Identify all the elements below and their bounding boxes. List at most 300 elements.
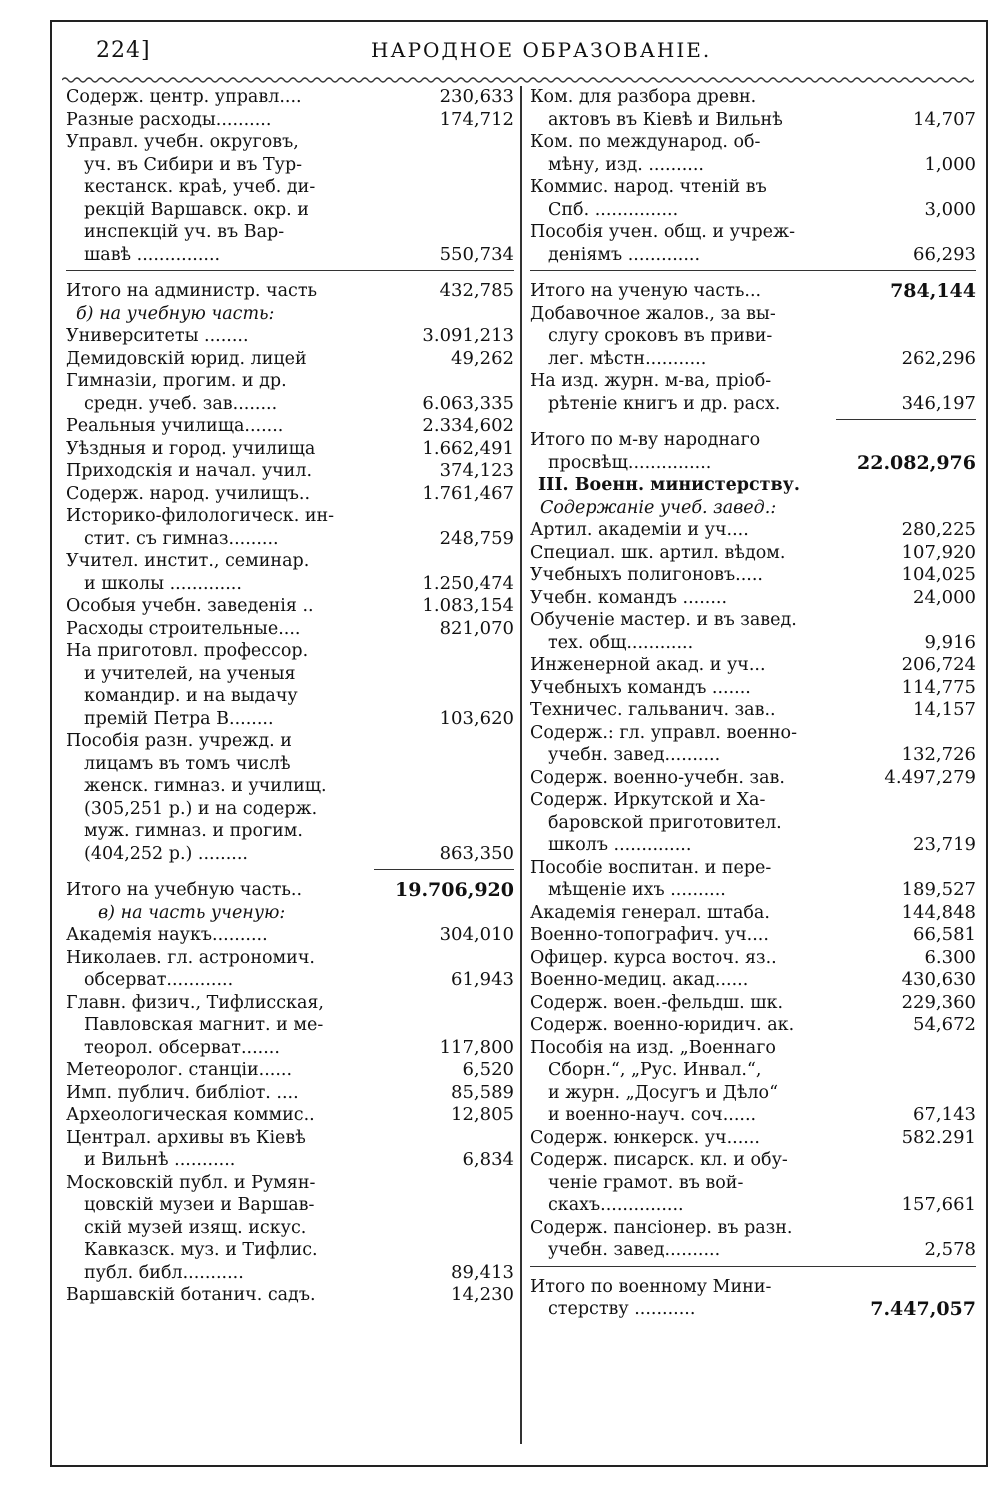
table-row <box>530 1037 976 1127</box>
row-label-line: Коммис. народ. чтеній въ <box>530 177 767 197</box>
table-row <box>66 992 514 1060</box>
row-label-line: Добавочное жалов., за вы- <box>530 303 776 324</box>
row-label-line: командир. и на выдачу <box>84 686 298 706</box>
table-row <box>66 640 514 730</box>
row-label <box>66 1172 368 1285</box>
table-row <box>66 1127 514 1172</box>
row-label-line: стерству ........... <box>548 1299 696 1319</box>
row-label-line: Ком. по международ. об- <box>530 132 761 152</box>
row-label <box>530 280 830 303</box>
row-value: 3,000 <box>924 198 976 220</box>
table-row <box>530 1217 976 1262</box>
row-label <box>530 1217 830 1262</box>
table-row <box>66 415 514 438</box>
right-scholarly-group <box>530 86 976 266</box>
subheading-teaching: б) на учебную часть: <box>76 303 275 324</box>
table-row <box>66 131 514 266</box>
row-value: 1.761,467 <box>422 482 514 504</box>
right-extra-group <box>530 303 976 416</box>
row-label <box>66 550 368 595</box>
row-label-line: Учебныхъ командъ ....... <box>530 677 751 698</box>
row-label <box>530 677 830 700</box>
row-label-line: рѣтеніе книгъ и др. расх. <box>548 393 781 414</box>
right-war-total <box>530 1276 976 1321</box>
row-label <box>530 699 830 722</box>
total-row <box>66 280 514 303</box>
row-label <box>530 131 830 176</box>
row-label <box>530 176 830 221</box>
table-row <box>66 109 514 132</box>
row-value: 189,527 <box>901 879 976 900</box>
row-label-line: Особыя учебн. заведенія .. <box>66 596 314 616</box>
row-label-line: деніямъ ............. <box>548 244 701 265</box>
row-label-line: премій Петра В........ <box>84 708 274 729</box>
row-label <box>66 280 368 303</box>
row-label <box>530 1037 830 1127</box>
row-label-line: шавѣ ............... <box>84 244 221 265</box>
left-scholarly-group <box>66 924 514 1307</box>
row-label-line: учебн. завед.......... <box>548 1240 721 1260</box>
row-label <box>66 348 368 371</box>
table-row <box>530 857 976 902</box>
row-label <box>530 789 830 857</box>
row-value: 14,157 <box>913 699 976 720</box>
row-label <box>66 879 368 902</box>
row-value: 67,143 <box>913 1104 976 1125</box>
row-value: 85,589 <box>451 1081 514 1103</box>
row-label-line: Пособія разн. учрежд. и <box>66 731 292 751</box>
row-label-line: мѣну, изд. .......... <box>548 154 704 175</box>
row-label-line: Содерж. воен.-фельдш. шк. <box>530 992 784 1013</box>
row-label <box>66 483 368 506</box>
row-label-line: Главн. физич., Тифлисская, <box>66 992 324 1013</box>
table-row <box>66 1284 514 1307</box>
row-value: 248,759 <box>439 527 514 549</box>
table-row <box>530 902 976 925</box>
row-label-line: Пособія учен. общ. и учреж- <box>530 222 796 242</box>
table-row <box>66 505 514 550</box>
row-label-line: и школы ............. <box>84 573 242 594</box>
left-teaching-total <box>66 879 514 902</box>
right-ministry-total <box>530 429 976 474</box>
row-label-line: Содерж. пансіонер. въ разн. <box>530 1217 793 1238</box>
table-row <box>66 595 514 618</box>
row-value: 174,712 <box>439 108 514 130</box>
row-label <box>530 564 830 587</box>
row-label-line: средн. учеб. зав........ <box>84 393 278 414</box>
total-row <box>66 879 514 902</box>
row-label-line: и Вильнѣ ........... <box>84 1150 236 1170</box>
row-label <box>66 109 368 132</box>
row-label <box>66 640 368 730</box>
row-value: 430,630 <box>901 969 976 990</box>
row-label-line: и учителей, на ученыя <box>84 663 296 684</box>
row-label <box>530 519 830 542</box>
table-row <box>530 654 976 677</box>
table-row <box>66 86 514 109</box>
row-value: 6,520 <box>462 1059 514 1080</box>
row-label <box>66 1104 368 1127</box>
table-row <box>530 1127 976 1150</box>
row-value: 2,578 <box>924 1239 976 1260</box>
row-label-line: Содерж.: гл. управл. военно- <box>530 722 798 743</box>
row-label <box>66 131 368 266</box>
table-row <box>530 86 976 131</box>
table-row <box>66 438 514 461</box>
row-value: 1.250,474 <box>422 572 514 594</box>
table-row <box>530 722 976 767</box>
row-value: 12,805 <box>451 1104 514 1125</box>
table-row <box>530 587 976 610</box>
row-label <box>530 722 830 767</box>
wavy-rule-decoration <box>62 76 974 84</box>
row-value: 14,707 <box>913 108 976 130</box>
table-row <box>530 699 976 722</box>
row-label-line: Академія наукъ.......... <box>66 925 268 945</box>
row-label-line: Пособіе воспитан. и пере- <box>530 857 772 878</box>
row-label-line: и журн. „Досугъ и Дѣло“ <box>548 1082 779 1103</box>
row-value: 6.063,335 <box>422 392 514 414</box>
table-row <box>66 1172 514 1285</box>
row-label-line: Пособія на изд. „Военнаго <box>530 1037 776 1058</box>
left-column <box>66 86 514 1307</box>
row-label <box>530 902 830 925</box>
table-row <box>66 325 514 348</box>
row-label-line: Уѣздныя и город. училища <box>66 438 316 459</box>
row-label-line: муж. гимназ. и прогим. <box>84 821 303 841</box>
rule <box>66 270 514 271</box>
row-label <box>66 1059 368 1082</box>
table-row <box>530 947 976 970</box>
row-value: 2.334,602 <box>422 415 514 436</box>
right-scholarly-total <box>530 280 976 303</box>
row-label-line: Специал. шк. артил. вѣдом. <box>530 542 786 563</box>
row-value: 374,123 <box>439 460 514 481</box>
row-label-line: Университеты ........ <box>66 326 249 346</box>
row-label-line: Кавказск. муз. и Тифлис. <box>84 1240 318 1260</box>
table-row <box>66 1104 514 1127</box>
row-value: 821,070 <box>439 617 514 639</box>
row-value: 49,262 <box>451 347 514 369</box>
row-value: 114,775 <box>901 676 976 698</box>
table-row <box>530 969 976 992</box>
row-label-line: (305,251 р.) и на содерж. <box>84 798 318 819</box>
table-row <box>530 609 976 654</box>
row-label-line: теорол. обсерват....... <box>84 1037 280 1058</box>
row-label <box>530 542 830 565</box>
table-row <box>530 924 976 947</box>
row-label-line: Сборн.“, „Рус. Инвал.“, <box>548 1060 762 1080</box>
row-label <box>530 370 830 415</box>
row-label-line: баровской приготовител. <box>548 812 782 833</box>
row-label-line: скахъ............... <box>548 1195 684 1215</box>
left-admin-total <box>66 280 514 303</box>
row-value: 22.082,976 <box>857 451 976 474</box>
row-label-line: стит. съ гимназ......... <box>84 528 279 549</box>
row-label-line: Содерж. Иркутской и Ха- <box>530 790 766 810</box>
row-label-line: слугу сроковъ въ приви- <box>548 326 773 346</box>
row-value: 157,661 <box>901 1194 976 1215</box>
row-label-line: Разные расходы.......... <box>66 109 272 130</box>
table-row <box>66 947 514 992</box>
table-row <box>530 1149 976 1217</box>
row-value: 206,724 <box>901 654 976 675</box>
row-label <box>530 924 830 947</box>
row-label-line: обсерват............ <box>84 970 234 990</box>
row-label-line: учебн. завед.......... <box>548 745 721 765</box>
row-value: 117,800 <box>439 1036 514 1058</box>
row-label <box>530 1127 830 1150</box>
row-value: 14,230 <box>451 1284 514 1305</box>
total-row <box>530 429 976 474</box>
row-label-line: кестанск. краѣ, учеб. ди- <box>84 177 316 197</box>
row-label-line: Техничес. гальванич. зав.. <box>530 700 776 720</box>
left-admin-group <box>66 86 514 266</box>
total-row <box>530 1276 976 1321</box>
row-label-line: Николаев. гл. астрономич. <box>66 947 315 968</box>
row-label-line: ченіе грамот. въ вой- <box>548 1172 744 1193</box>
row-label <box>530 969 830 992</box>
table-row <box>66 924 514 947</box>
subheading-schools-upkeep: Содержаніе учеб. завед.: <box>540 497 777 518</box>
row-label-line: мѣщеніе ихъ .......... <box>548 880 726 900</box>
row-label-line: На приготовл. профессор. <box>66 641 309 661</box>
row-value: 104,025 <box>901 564 976 585</box>
row-value: 582.291 <box>901 1126 976 1148</box>
row-label-line: Итого на администр. часть <box>66 281 318 301</box>
table-row <box>66 348 514 371</box>
row-label-line: школъ .............. <box>548 835 692 855</box>
row-label <box>66 947 368 992</box>
row-label-line: Учебн. командъ ........ <box>530 587 728 608</box>
row-label-line: Академія генерал. штаба. <box>530 902 770 923</box>
row-label <box>66 618 368 641</box>
row-label-line: Павловская магнит. и ме- <box>84 1015 324 1035</box>
row-label-line: женск. гимназ. и училищ. <box>84 776 327 796</box>
table-row <box>66 483 514 506</box>
row-value: 6,834 <box>462 1149 514 1170</box>
row-value: 1,000 <box>924 153 976 175</box>
row-label <box>530 221 830 266</box>
row-label-line: тех. общ............ <box>548 632 694 653</box>
row-label <box>530 587 830 610</box>
row-label-line: Централ. архивы въ Кіевѣ <box>66 1127 306 1148</box>
row-label-line: рекцій Варшавск. окр. и <box>84 199 309 220</box>
row-label-line: Офицер. курса восточ. яз.. <box>530 947 777 968</box>
row-label-line: Обученіе мастер. и въ завед. <box>530 610 797 630</box>
row-label-line: Археологическая коммис.. <box>66 1105 315 1125</box>
table-row <box>530 677 976 700</box>
rule <box>374 869 514 870</box>
row-label-line: Военно-топографич. уч.... <box>530 925 769 945</box>
row-value: 19.706,920 <box>395 879 514 901</box>
row-label-line: Учител. инстит., семинар. <box>66 551 310 571</box>
row-value: 66,581 <box>913 924 976 945</box>
row-label <box>66 595 368 618</box>
left-teaching-group <box>66 325 514 865</box>
subheading-scholarly: в) на часть ученую: <box>98 902 286 923</box>
row-label-line: Военно-медиц. акад...... <box>530 970 749 990</box>
row-label-line: (404,252 р.) ......... <box>84 843 248 864</box>
row-value: 54,672 <box>913 1014 976 1035</box>
row-label-line: Артил. академіи и уч.... <box>530 520 749 540</box>
table-row <box>530 992 976 1015</box>
row-label <box>530 947 830 970</box>
row-label <box>66 1127 368 1172</box>
row-label-line: Гимназіи, прогим. и др. <box>66 371 287 391</box>
row-label-line: инспекцій уч. въ Вар- <box>84 222 285 242</box>
table-row <box>66 550 514 595</box>
row-label-line: Инженерной акад. и уч... <box>530 655 766 675</box>
row-value: 89,413 <box>451 1261 514 1283</box>
table-row <box>530 789 976 857</box>
table-row <box>66 460 514 483</box>
row-value: 1.662,491 <box>422 437 514 459</box>
row-value: 432,785 <box>439 280 514 301</box>
row-label-line: лицамъ въ томъ числѣ <box>84 753 291 774</box>
table-row <box>66 1059 514 1082</box>
row-label <box>66 86 368 109</box>
right-war-group <box>530 519 976 1262</box>
row-label-line: Приходскія и начал. учил. <box>66 461 313 481</box>
row-label <box>66 730 368 865</box>
row-value: 863,350 <box>439 842 514 864</box>
row-label <box>530 1149 830 1217</box>
column-divider <box>520 86 522 1444</box>
running-title: НАРОДНОЕ ОБРАЗОВАНІЕ. <box>371 38 712 62</box>
row-value: 107,920 <box>901 541 976 563</box>
table-row <box>530 767 976 790</box>
row-label-line: просвѣщ............... <box>548 452 712 473</box>
table-row <box>530 1014 976 1037</box>
row-value: 23,719 <box>913 834 976 855</box>
row-value: 103,620 <box>439 707 514 729</box>
table-row <box>530 370 976 415</box>
row-label-line: публ. библ........... <box>84 1262 244 1283</box>
page-number: 224] <box>96 38 151 63</box>
table-row <box>66 1082 514 1105</box>
row-label <box>66 1284 368 1307</box>
row-label-line: Расходы строительные.... <box>66 618 301 639</box>
row-label <box>66 415 368 438</box>
rule <box>530 270 976 271</box>
row-label-line: и военно-науч. соч...... <box>548 1105 757 1125</box>
table-row <box>530 131 976 176</box>
rule <box>530 1266 976 1267</box>
row-value: 66,293 <box>913 243 976 265</box>
row-value: 144,848 <box>901 901 976 923</box>
table-row <box>66 370 514 415</box>
page-header <box>96 38 976 74</box>
row-label <box>530 767 830 790</box>
row-label-line: Содерж. центр. управл.... <box>66 87 302 107</box>
row-label <box>530 609 830 654</box>
row-value: 61,943 <box>451 969 514 990</box>
row-value: 280,225 <box>901 519 976 540</box>
row-value: 784,144 <box>890 280 976 302</box>
row-label-line: Итого на учебную часть.. <box>66 880 303 900</box>
row-label <box>530 992 830 1015</box>
row-label-line: Учебныхъ полигоновъ..... <box>530 565 763 585</box>
row-label <box>530 1276 830 1321</box>
row-label-line: Итого по м-ву народнаго <box>530 430 761 450</box>
row-value: 132,726 <box>901 744 976 765</box>
row-label-line: Реальныя училища....... <box>66 416 284 436</box>
row-label-line: Содерж. военно-учебн. зав. <box>530 767 785 788</box>
table-row <box>530 564 976 587</box>
row-value: 229,360 <box>901 991 976 1013</box>
row-label-line: скій музей изящ. искус. <box>84 1217 307 1238</box>
row-value: 6.300 <box>924 946 976 968</box>
row-label-line: актовъ въ Кіевѣ и Вильнѣ <box>548 109 783 130</box>
row-value: 3.091,213 <box>422 325 514 346</box>
row-label-line: цовскій музеи и Варшав- <box>84 1195 315 1215</box>
row-label-line: Московскій публ. и Румян- <box>66 1172 316 1193</box>
row-label-line: Метеоролог. станціи...... <box>66 1060 293 1080</box>
row-label-line: Итого по военному Мини- <box>530 1276 772 1297</box>
row-label-line: Содерж. военно-юридич. ак. <box>530 1015 795 1035</box>
row-label <box>66 325 368 348</box>
row-label <box>66 1082 368 1105</box>
row-value: 24,000 <box>913 586 976 608</box>
row-label <box>66 438 368 461</box>
row-label-line: На изд. журн. м-ва, пріоб- <box>530 371 772 391</box>
table-row <box>530 519 976 542</box>
row-value: 346,197 <box>901 392 976 414</box>
row-value: 304,010 <box>439 924 514 945</box>
row-label-line: Управл. учебн. округовъ, <box>66 132 299 152</box>
row-label <box>530 86 830 131</box>
row-label-line: Варшавскій ботанич. садъ. <box>66 1285 316 1305</box>
row-value: 9,916 <box>924 631 976 653</box>
table-row <box>66 730 514 865</box>
table-row <box>530 176 976 221</box>
row-label <box>530 654 830 677</box>
row-label <box>530 1014 830 1037</box>
row-label-line: Демидовскій юрид. лицей <box>66 348 307 369</box>
row-label <box>530 857 830 902</box>
row-value: 230,633 <box>439 86 514 107</box>
rule <box>836 419 976 420</box>
row-label-line: Историко-филологическ. ин- <box>66 506 335 526</box>
row-label-line: Ком. для разбора древн. <box>530 87 757 107</box>
row-label-line: Итого на ученую часть... <box>530 281 762 301</box>
row-value: 550,734 <box>439 243 514 265</box>
total-row <box>530 280 976 303</box>
row-label <box>66 370 368 415</box>
row-label-line: Содерж. юнкерск. уч...... <box>530 1127 760 1148</box>
row-label <box>66 505 368 550</box>
row-label <box>66 992 368 1060</box>
row-label-line: Содерж. писарск. кл. и обу- <box>530 1150 788 1170</box>
row-label-line: уч. въ Сибири и въ Тур- <box>84 154 303 175</box>
row-label-line: Содерж. народ. училищъ.. <box>66 483 311 504</box>
table-row <box>66 618 514 641</box>
row-label-line: Имп. публич. библіот. .... <box>66 1082 299 1103</box>
row-value: 1.083,154 <box>422 595 514 616</box>
row-label-line: Спб. ............... <box>548 199 679 220</box>
row-value: 7.447,057 <box>870 1298 976 1320</box>
right-column <box>530 86 976 1321</box>
subheading-war-ministry: III. Военн. министерству. <box>538 475 800 495</box>
table-row <box>530 542 976 565</box>
table-row <box>530 221 976 266</box>
row-label-line: лег. мѣстн........... <box>548 348 707 369</box>
row-label <box>530 303 830 371</box>
table-row <box>530 303 976 371</box>
row-value: 262,296 <box>901 347 976 369</box>
row-value: 4.497,279 <box>884 766 976 788</box>
